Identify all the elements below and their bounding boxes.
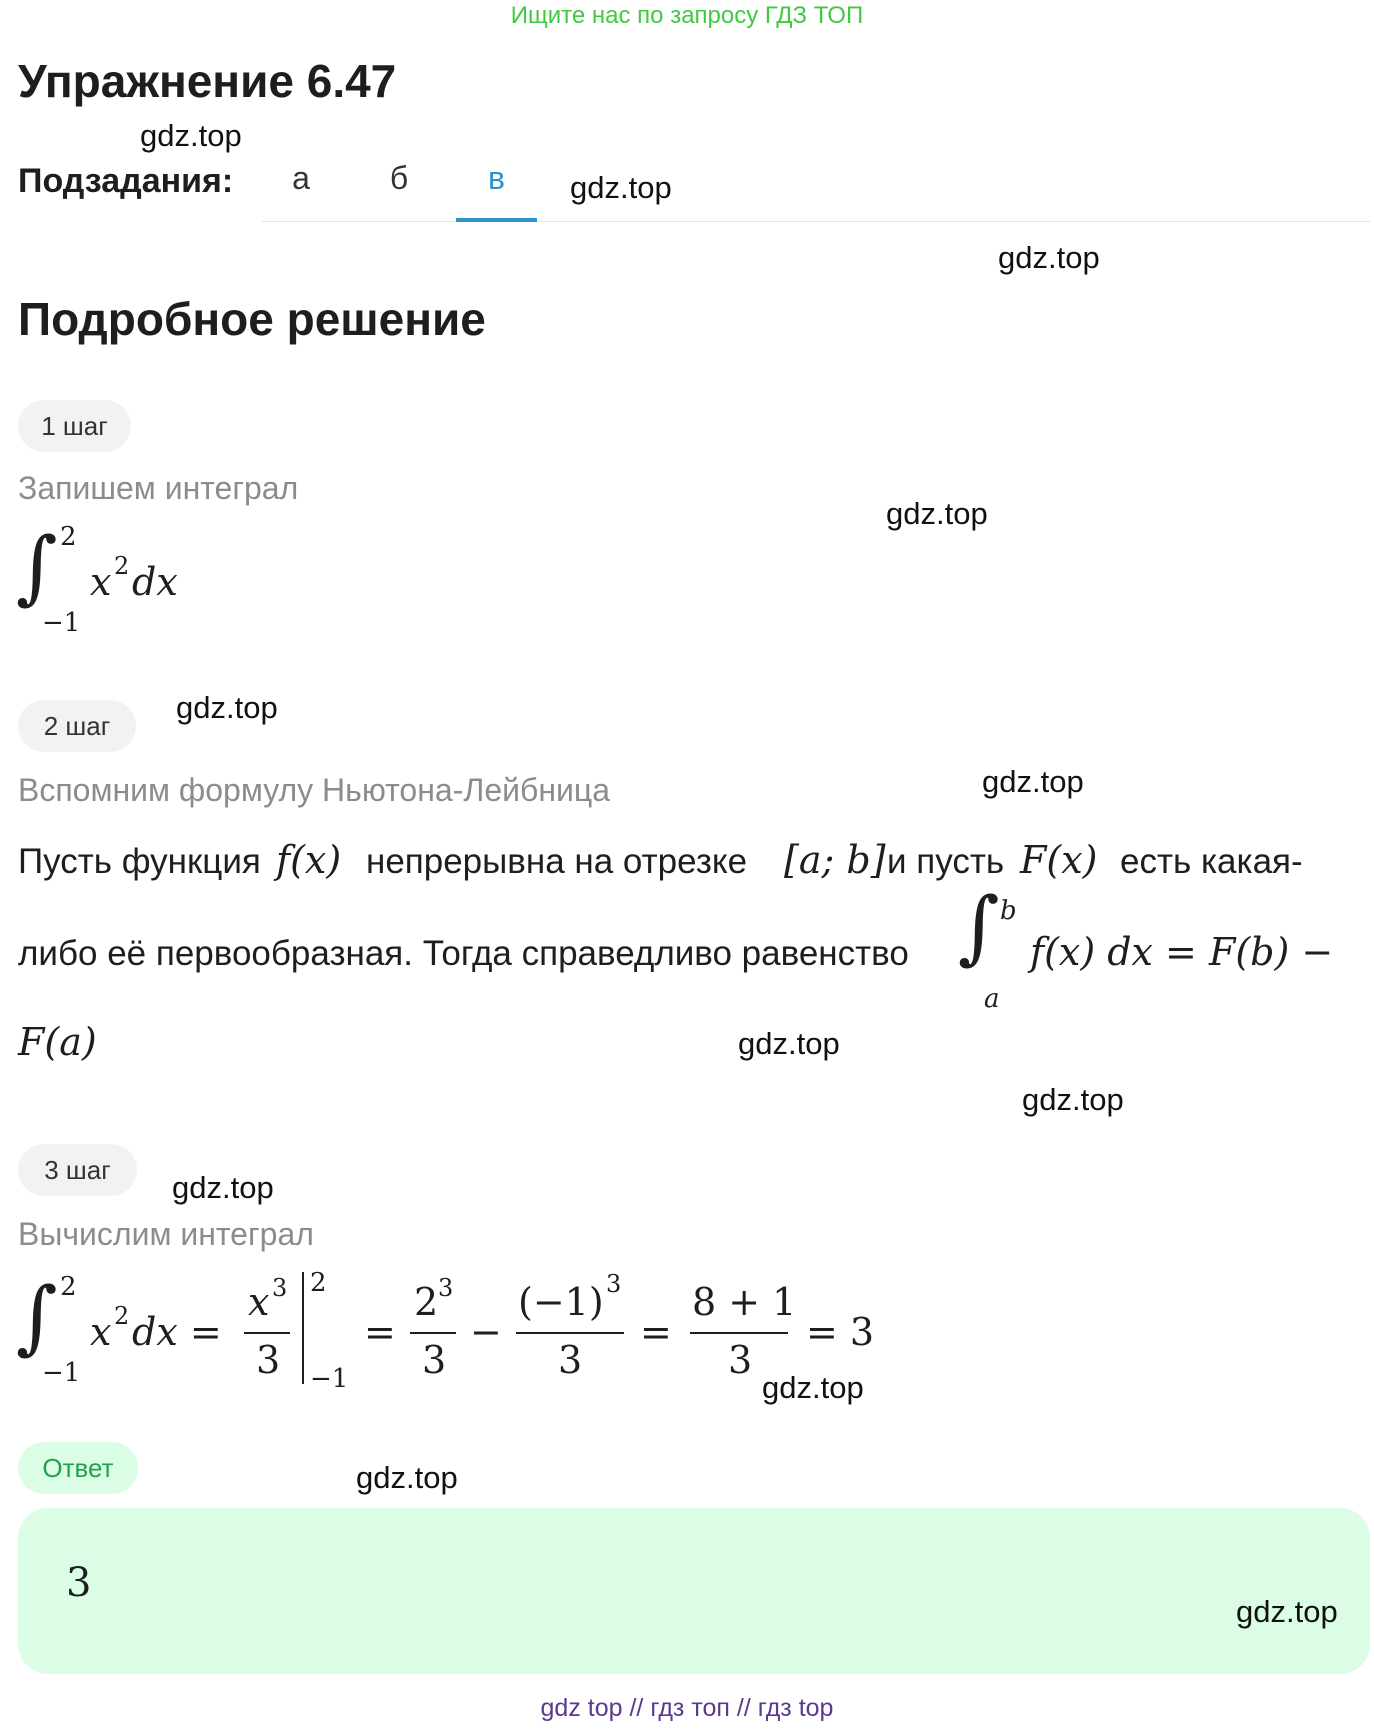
watermark: gdz.top (570, 170, 672, 205)
evaluation-bar (302, 1272, 304, 1384)
watermark: gdz.top (1236, 1594, 1338, 1629)
math-Fx: F(x) (1020, 838, 1098, 882)
equals-sign: = (364, 1310, 396, 1354)
integral-upper-limit: 2 (60, 522, 77, 552)
tab-a[interactable]: а (292, 160, 310, 196)
answer-box (18, 1508, 1370, 1674)
page-title: Упражнение 6.47 (18, 55, 397, 107)
text-segment: непрерывна на отрезке (366, 842, 748, 881)
watermark: gdz.top (738, 1026, 840, 1061)
integral-upper-limit: b (1000, 896, 1017, 926)
integral-lower-limit: −1 (42, 608, 81, 638)
watermark: gdz.top (762, 1370, 864, 1405)
equals-sign: = (640, 1310, 672, 1354)
integral-sign: ∫ (16, 1270, 58, 1363)
integrand: x (90, 560, 112, 604)
fraction-numerator: x (248, 1280, 270, 1324)
evaluation-lower: −1 (310, 1364, 349, 1394)
result: = 3 (806, 1310, 875, 1354)
fraction-numerator-power: 3 (272, 1274, 288, 1302)
text-segment: есть какая- (1120, 842, 1303, 881)
watermark: gdz.top (140, 118, 242, 153)
watermark: gdz.top (982, 764, 1084, 799)
integral-lower-limit: a (984, 984, 1000, 1014)
fraction-bar (410, 1332, 456, 1334)
evaluation-upper: 2 (310, 1268, 327, 1298)
integral-lower-limit: −1 (42, 1358, 81, 1388)
search-hint-banner: Ищите нас по запросу ГДЗ ТОП (510, 2, 864, 29)
fraction-denominator: 3 (558, 1338, 583, 1382)
watermark: gdz.top (1022, 1082, 1124, 1117)
fraction-numerator: 2 (414, 1280, 439, 1324)
text-segment: и пусть (887, 842, 1005, 881)
step-description: Вспомним формулу Ньютона-Лейбница (18, 772, 611, 808)
math-interval: [a; b] (784, 838, 886, 882)
integrand-power: 2 (114, 1302, 130, 1330)
step-badge: 1 шаг (18, 400, 131, 452)
step-description: Запишем интеграл (18, 470, 299, 506)
step-badge: 3 шаг (18, 1144, 137, 1196)
fraction-bar (244, 1332, 290, 1334)
minus-sign: − (470, 1310, 502, 1354)
math-fx: f(x) (276, 838, 342, 882)
fraction-bar (690, 1332, 788, 1334)
fraction-numerator: (−1) (518, 1280, 604, 1324)
watermark: gdz.top (172, 1170, 274, 1205)
integral-upper-limit: 2 (60, 1272, 77, 1302)
text-segment: либо её первообразная. Тогда справедливо равенство (18, 934, 909, 973)
integral-sign: ∫ (958, 880, 1000, 973)
step-badge: 2 шаг (18, 700, 136, 752)
differential: dx (132, 560, 178, 604)
watermark: gdz.top (176, 690, 278, 725)
fraction-denominator: 3 (728, 1338, 753, 1382)
fraction-bar (516, 1332, 624, 1334)
math-equation: f(x) dx = F(b) − (1030, 930, 1334, 974)
integral-sign: ∫ (16, 520, 58, 613)
answer-value: 3 (66, 1560, 92, 1606)
tab-v[interactable]: в (456, 160, 537, 222)
integrand-power: 2 (114, 552, 130, 580)
step-description: Вычислим интеграл (18, 1216, 314, 1252)
tab-b[interactable]: б (389, 160, 409, 196)
section-title: Подробное решение (18, 293, 486, 345)
math-Fa: F(a) (18, 1020, 97, 1064)
subtasks-label: Подзадания: (18, 162, 234, 200)
text-segment: Пусть функция (18, 842, 261, 881)
watermark: gdz.top (356, 1460, 458, 1495)
fraction-numerator-power: 3 (606, 1270, 622, 1298)
fraction-numerator-power: 3 (438, 1274, 454, 1302)
watermark: gdz.top (886, 496, 988, 531)
watermark: gdz.top (998, 240, 1100, 275)
footer-links[interactable]: gdz top // гдз топ // гдз top (540, 1694, 834, 1722)
fraction-denominator: 3 (422, 1338, 447, 1382)
differential: dx = (132, 1310, 222, 1354)
fraction-numerator: 8 + 1 (692, 1280, 797, 1324)
fraction-denominator: 3 (256, 1338, 281, 1382)
integrand: x (90, 1310, 112, 1354)
answer-badge: Ответ (18, 1442, 138, 1494)
